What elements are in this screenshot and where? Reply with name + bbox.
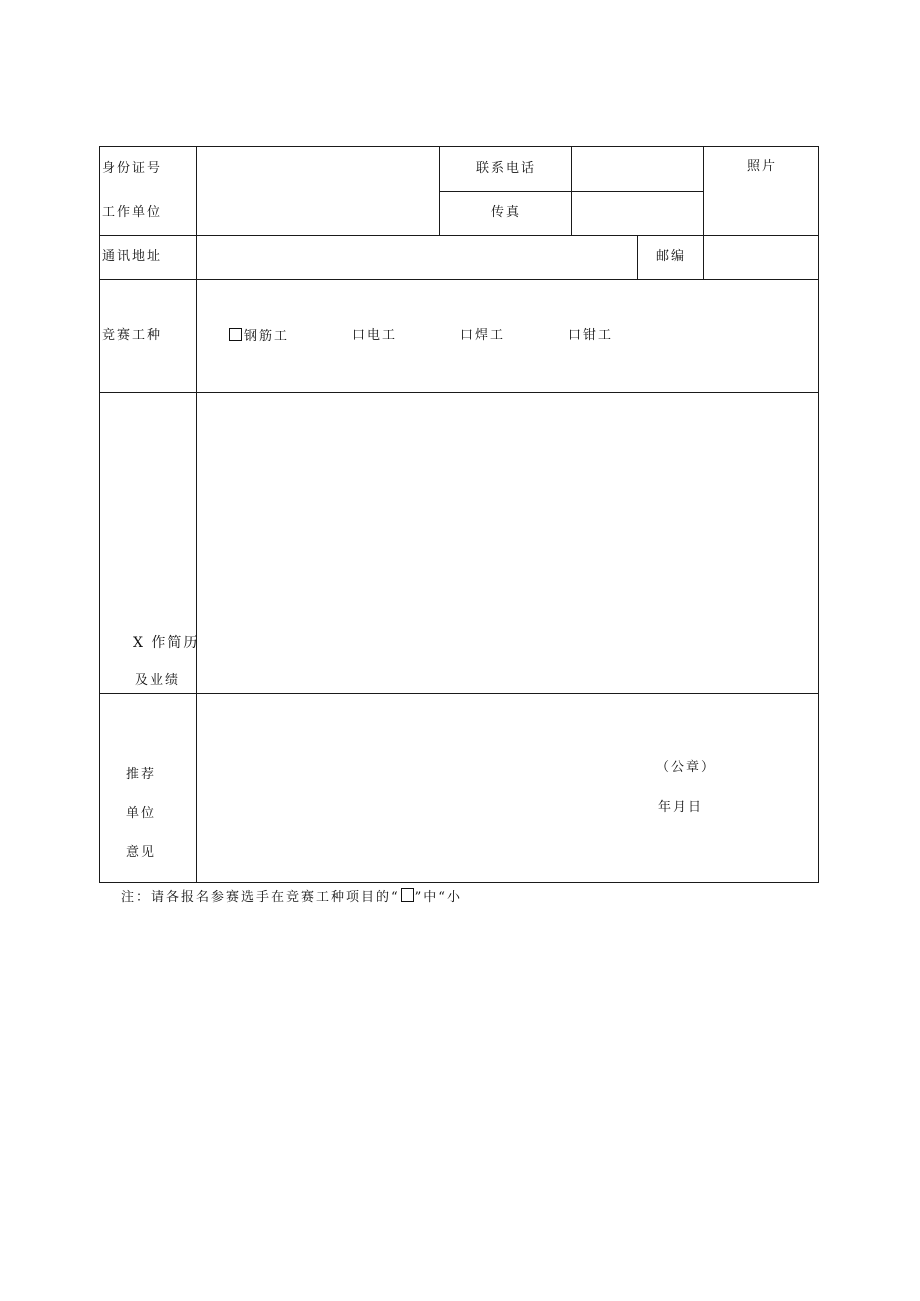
table-border-right: [818, 146, 819, 883]
phone-field[interactable]: [572, 147, 703, 191]
trade-option-electrician[interactable]: [352, 328, 397, 344]
trade-option-fitter[interactable]: [568, 328, 613, 344]
column-divider: [637, 235, 638, 279]
table-border-left: [99, 146, 100, 883]
recommend-label-line3: 意见: [126, 845, 157, 860]
phone-label: 联系电话: [476, 161, 537, 176]
footnote-suffix: ”中“小: [414, 890, 462, 905]
resume-label-line2: 及业绩: [135, 673, 181, 688]
registration-form-table: [99, 146, 819, 883]
work-unit-label: 工作单位: [102, 205, 163, 220]
checkbox-mark[interactable]: 口: [568, 328, 584, 343]
checkbox-icon: [401, 888, 414, 902]
column-divider: [439, 146, 440, 235]
checkbox-mark[interactable]: 口: [460, 328, 476, 343]
postcode-label: 邮编: [656, 249, 687, 264]
trade-label: 竞赛工种: [102, 328, 163, 343]
recommendation-field[interactable]: [197, 694, 818, 882]
recommend-label-line2: 单位: [126, 806, 157, 821]
address-field[interactable]: [197, 236, 637, 279]
id-number-field[interactable]: [197, 147, 439, 191]
trade-option-rebar[interactable]: [229, 328, 289, 345]
trade-option-label: 电工: [367, 328, 398, 343]
trade-option-label: 焊工: [475, 328, 506, 343]
photo-label: 照片: [747, 159, 778, 174]
footnote-prefix: 注：请各报名参赛选手在竞赛工种项目的“: [121, 890, 400, 905]
date-text: 年月日: [658, 800, 704, 815]
checkbox-icon[interactable]: [229, 328, 242, 341]
trade-option-label: 钳工: [583, 328, 614, 343]
footnote: [121, 886, 462, 905]
address-label: 通讯地址: [102, 249, 163, 264]
trade-option-label: 钢筋工: [244, 329, 290, 344]
recommend-label-line1: 推荐: [126, 767, 157, 782]
photo-area[interactable]: [704, 147, 818, 235]
checkbox-mark[interactable]: 口: [352, 328, 368, 343]
table-border-bottom: [99, 882, 819, 883]
fax-label: 传真: [491, 205, 522, 220]
postcode-field[interactable]: [704, 236, 818, 279]
seal-text: （公章）: [656, 760, 717, 775]
trade-option-welder[interactable]: [460, 328, 505, 344]
work-unit-field[interactable]: [197, 192, 439, 235]
id-number-label: 身份证号: [102, 161, 163, 176]
row-divider: [99, 279, 819, 280]
resume-label-line1: X 作简历: [133, 635, 200, 651]
resume-field[interactable]: [197, 393, 818, 693]
fax-field[interactable]: [572, 192, 703, 235]
